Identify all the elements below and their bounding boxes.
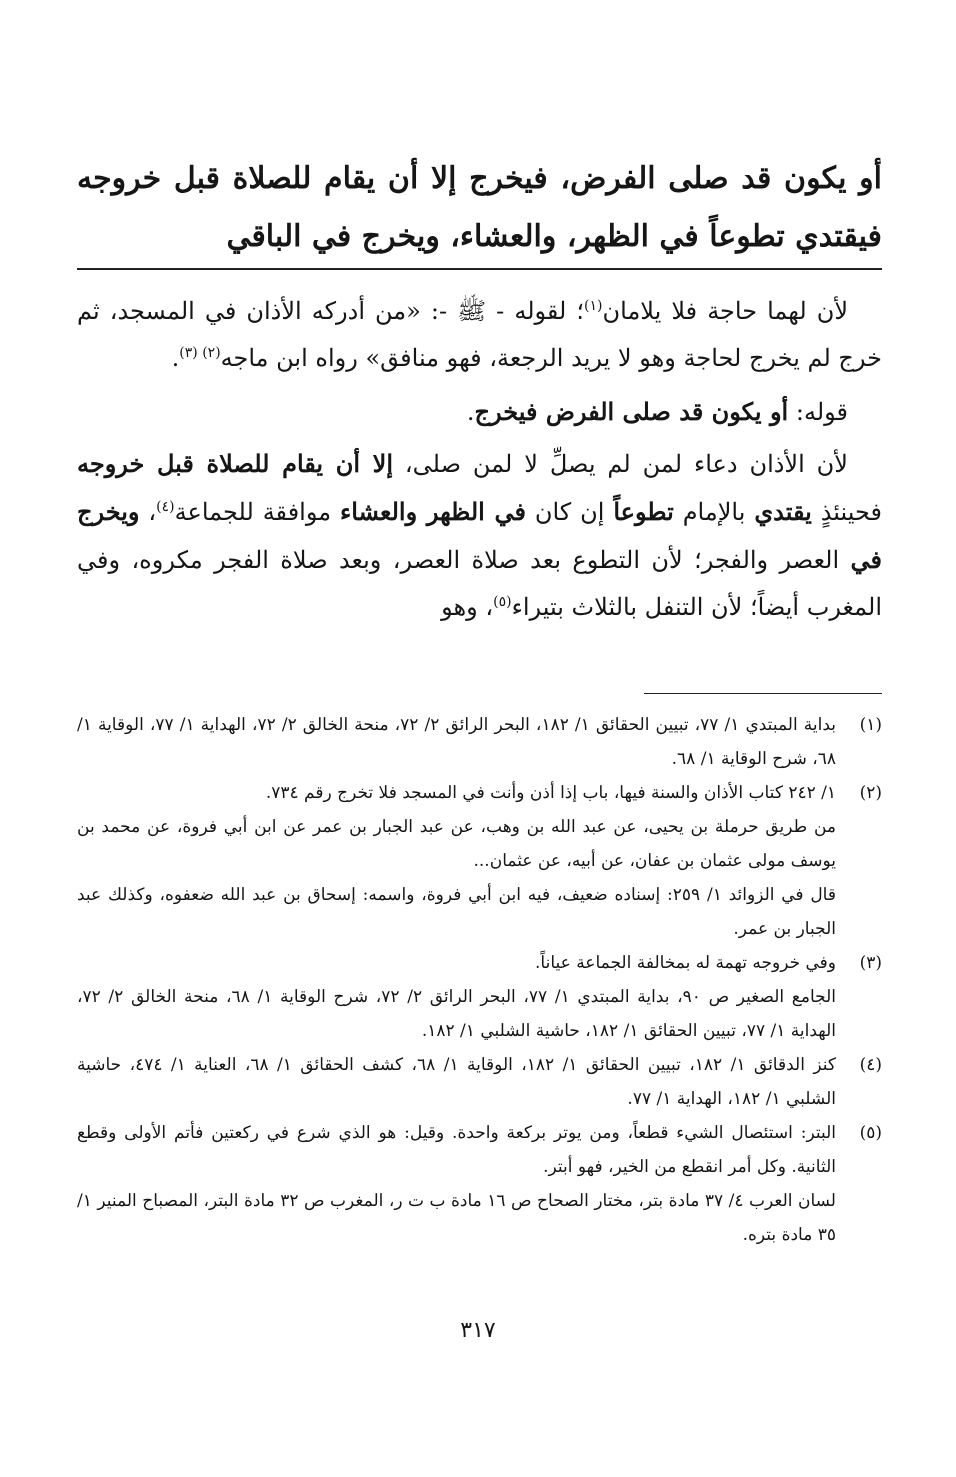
footnote-line: وفي خروجه تهمة له بمخالفة الجماعة عياناً.: [535, 953, 836, 973]
quoted-matn: إلا أن يقام للصلاة قبل خروجه: [77, 449, 394, 478]
footnote-number: (٣): [859, 953, 882, 973]
commentary-paragraph-2: [77, 388, 882, 436]
footnote-body: [77, 946, 836, 1048]
footnote-4: [77, 1048, 882, 1116]
commentary-text: فحينئذٍ: [811, 498, 882, 526]
footnote-ref-1[interactable]: (١): [584, 298, 603, 314]
footnote-number: (٥): [859, 1123, 882, 1143]
footnote-3: [77, 946, 882, 1048]
footnote-line: قال في الزوائد ١/ ٢٥٩: إسناده ضعيف، فيه ابن أبي فروة، واسمه: إسحاق بن عبد الله ضعفوه، وكذلك عبد الجبار بن عمر.: [77, 885, 836, 939]
commentary-text: ،: [139, 498, 157, 526]
quoted-matn: يقتدي: [754, 497, 812, 526]
footnote-body: [77, 1048, 836, 1116]
page-number: ٣١٧: [460, 1318, 496, 1343]
footnote-2: [77, 776, 882, 946]
footnote-ref-4[interactable]: (٤): [156, 499, 175, 515]
quoted-matn: ويخرج في: [77, 497, 882, 574]
matn-text: أو يكون قد صلى الفرض، فيخرج إلا أن يقام للصلاة قبل خروجه فيقتدي تطوعاً في الظهر، والعشاء، ويخرج في الباقي: [77, 161, 882, 254]
quoted-matn: في الظهر والعشاء: [340, 497, 526, 526]
footnote-line: بداية المبتدي ١/ ٧٧، تبيين الحقائق ١/ ١٨٢، البحر الرائق ٢/ ٧٢، منحة الخالق ٢/ ٧٢، الهداية ١/ ٧٧، الوقاية ١/ ٦٨، شرح الوقاية ١/ ٦٨.: [77, 715, 836, 769]
footnotes: [77, 708, 882, 1252]
commentary-text: إن كان: [525, 498, 614, 526]
footnote-body: [77, 708, 836, 776]
footnote-line: البتر: استئصال الشيء قطعاً، ومن يوتر بركعة واحدة. وقيل: هو الذي شرع في ركعتين فأتم الأولى وقطع الثانية. وكل أمر انقطع من الخير، فهو أبتر.: [77, 1123, 836, 1177]
commentary-text: ؛ لقوله - ﷺ -: «من أدركه الأذان في المسجد، ثم خرج لم يخرج لحاجة وهو لا يريد الرجعة، فهو منافق» رواه ابن ماجه: [77, 297, 882, 372]
footnote-body: [77, 776, 836, 946]
commentary-paragraph-3: [77, 440, 882, 631]
footnote-line: من طريق حرملة بن يحيى، عن عبد الله بن وهب، عن عبد الجبار بن عمر عن ابن أبي فروة، عن محمد بن يوسف مولى عثمان بن عفان، عن أبيه، عن عثمان...: [77, 817, 836, 871]
footnote-line: ١/ ٢٤٢ كتاب الأذان والسنة فيها، باب إذا أذن وأنت في المسجد فلا تخرج رقم ٧٣٤.: [265, 783, 836, 803]
qawl-lead: قوله:: [788, 398, 848, 426]
footnote-body: [77, 1116, 836, 1252]
footnote-ref-5[interactable]: (٥): [493, 594, 512, 610]
footnote-number: (٢): [859, 783, 882, 803]
footnote-1: [77, 708, 882, 776]
footnote-number: (٤): [859, 1055, 882, 1075]
commentary-text: لأن الأذان دعاء لمن لم يصلِّ لا لمن صلى،: [393, 450, 848, 478]
footnote-number: (١): [859, 715, 882, 735]
commentary: [77, 288, 882, 637]
commentary-text: .: [466, 398, 475, 426]
footnote-line: لسان العرب ٤/ ٣٧ مادة بتر، مختار الصحاح ص ١٦ مادة ب ت ر، المغرب ص ٣٢ مادة البتر، المصباح المنير ١/ ٣٥ مادة بتره.: [77, 1191, 836, 1245]
commentary-text: لأن لهما حاجة فلا يلامان: [602, 297, 849, 325]
commentary-text: بالإمام: [673, 498, 755, 526]
footnote-divider: [644, 693, 882, 694]
quoted-matn: أو يكون قد صلى الفرض فيخرج: [474, 397, 789, 426]
commentary-text: موافقة للجماعة: [174, 498, 341, 526]
footnote-line: الجامع الصغير ص ٩٠، بداية المبتدي ١/ ٧٧، البحر الرائق ٢/ ٧٢، شرح الوقاية ١/ ٦٨، منحة الخالق ٢/ ٧٢، الهداية ١/ ٧٧، تبيين الحقائق ١/ ١٨٢، حاشية الشلبي ١/ ١٨٢.: [77, 987, 837, 1041]
quoted-matn: تطوعاً: [613, 497, 674, 526]
main-divider: [77, 268, 882, 270]
commentary-text: العصر والفجر؛ لأن التطوع بعد صلاة العصر، وبعد صلاة الفجر مكروه، وفي المغرب أيضاً؛ لأن التنفل بالثلاث بتيراء: [77, 546, 882, 621]
footnote-5: [77, 1116, 882, 1252]
commentary-text: .: [171, 344, 180, 372]
footnote-line: كنز الدقائق ١/ ١٨٢، تبيين الحقائق ١/ ١٨٢، الوقاية ١/ ٦٨، كشف الحقائق ١/ ٦٨، العناية ١/ ٤٧٤، حاشية الشلبي ١/ ١٨٢، الهداية ١/ ٧٧.: [77, 1055, 836, 1109]
commentary-text: ، وهو: [441, 593, 494, 621]
commentary-paragraph-1: [77, 288, 882, 382]
footnote-ref-2-3[interactable]: (٢) (٣): [179, 345, 221, 361]
